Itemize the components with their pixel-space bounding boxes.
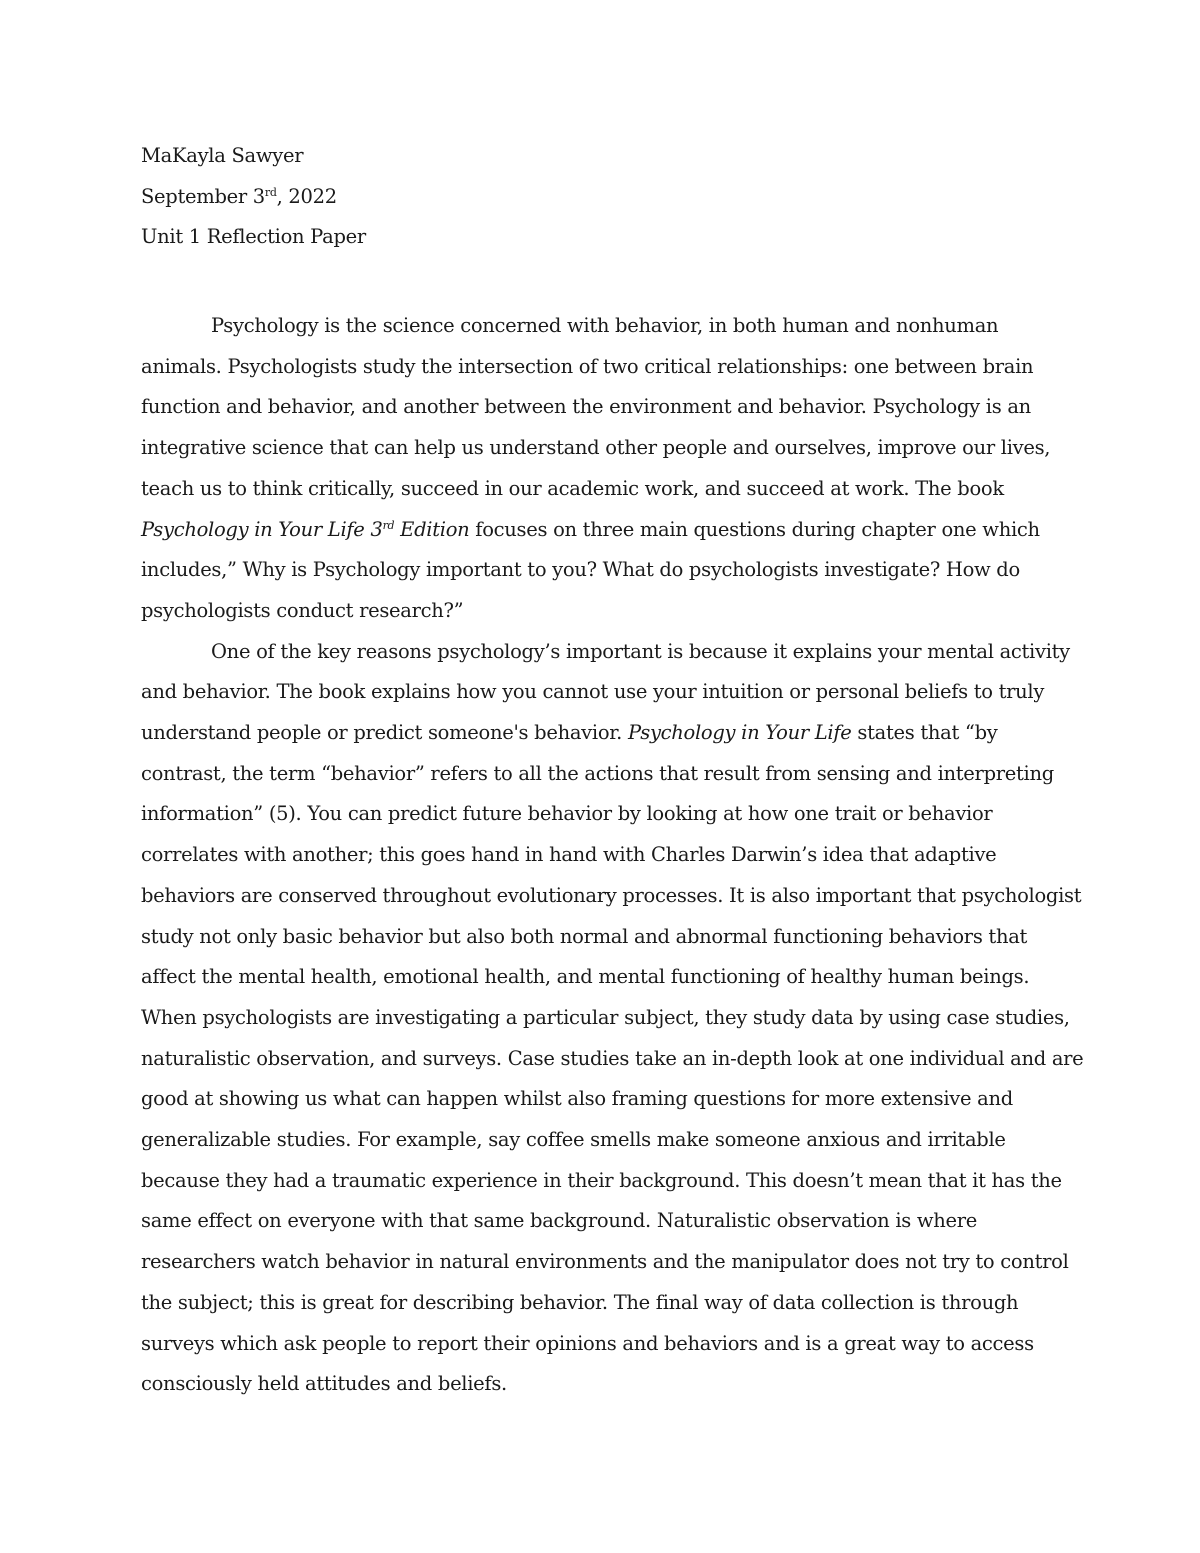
line-text: focuses on three main questions during chapter one which (469, 517, 1040, 541)
paragraph-line: surveys which ask people to report their opinions and behaviors and is a great way to access (141, 1331, 1034, 1355)
paragraph-line: animals. Psychologists study the intersection of two critical relationships: one between brain (141, 354, 1034, 378)
line-text: states that “by (851, 721, 998, 745)
book-title: Psychology in Your Life 3 (141, 517, 383, 541)
paragraph-line: and behavior. The book explains how you cannot use your intuition or personal beliefs to truly (141, 680, 1045, 704)
paragraph-line: behaviors are conserved throughout evolutionary processes. It is also important that psychologist (141, 883, 1082, 907)
line-text: understand people or predict someone's behavior. (141, 721, 628, 745)
paragraph-line: psychologists conduct research?” (141, 598, 464, 622)
book-edition: Edition (394, 517, 470, 541)
paragraph-line: teach us to think critically, succeed in our academic work, and succeed at work. The book (141, 476, 1004, 500)
paragraph-line: Psychology is the science concerned with behavior, in both human and nonhuman (211, 314, 999, 337)
date-year: , 2022 (276, 185, 337, 208)
book-edition-ordinal: rd (382, 518, 395, 532)
document-date (141, 185, 1101, 209)
paragraph-line: good at showing us what can happen whilst also framing questions for more extensive and (141, 1087, 1013, 1111)
paragraph-line: When psychologists are investigating a particular subject, they study data by using case studies, (141, 1005, 1070, 1029)
paragraph-line: affect the mental health, emotional health, and mental functioning of healthy human beings. (141, 965, 1030, 989)
paragraph-2 (141, 632, 1084, 1405)
document-body (141, 306, 1084, 1405)
paragraph-line: consciously held attitudes and beliefs. (141, 1372, 507, 1396)
paragraph-1 (141, 306, 1066, 632)
author-name: MaKayla Sawyer (141, 144, 304, 167)
paragraph-line: function and behavior, and another between the environment and behavior. Psychology is an (141, 395, 1031, 419)
paragraph-line: contrast, the term “behavior” refers to all the actions that result from sensing and interpreting (141, 761, 1054, 785)
paragraph-line (141, 713, 1066, 754)
date-text: September 3 (141, 185, 265, 208)
paragraph-line: naturalistic observation, and surveys. Case studies take an in-depth look at one individual and are (141, 1046, 1084, 1070)
paragraph-line: correlates with another; this goes hand in hand with Charles Darwin’s idea that adaptive (141, 843, 997, 867)
date-ordinal: rd (264, 186, 277, 199)
paragraph-line: includes,” Why is Psychology important to you? What do psychologists investigate? How do (141, 558, 1020, 582)
paragraph-line: One of the key reasons psychology’s important is because it explains your mental activity (211, 639, 1070, 663)
paragraph-line: generalizable studies. For example, say coffee smells make someone anxious and irritable (141, 1128, 1006, 1152)
paragraph-line: same effect on everyone with that same background. Naturalistic observation is where (141, 1209, 978, 1233)
paragraph-line: because they had a traumatic experience in their background. This doesn’t mean that it has the (141, 1168, 1062, 1192)
paragraph-line: researchers watch behavior in natural environments and the manipulator does not try to control (141, 1250, 1069, 1274)
book-title-reference: Psychology in Your Life (627, 721, 852, 745)
paragraph-line: the subject; this is great for describing behavior. The final way of data collection is through (141, 1290, 1019, 1314)
paragraph-line: study not only basic behavior but also both normal and abnormal functioning behaviors that (141, 924, 1028, 948)
paragraph-line (141, 510, 1066, 551)
paragraph-line: integrative science that can help us understand other people and ourselves, improve our lives, (141, 436, 1051, 460)
assignment-title: Unit 1 Reflection Paper (141, 225, 366, 248)
paragraph-line: information” (5). You can predict future behavior by looking at how one trait or behavior (141, 802, 993, 826)
